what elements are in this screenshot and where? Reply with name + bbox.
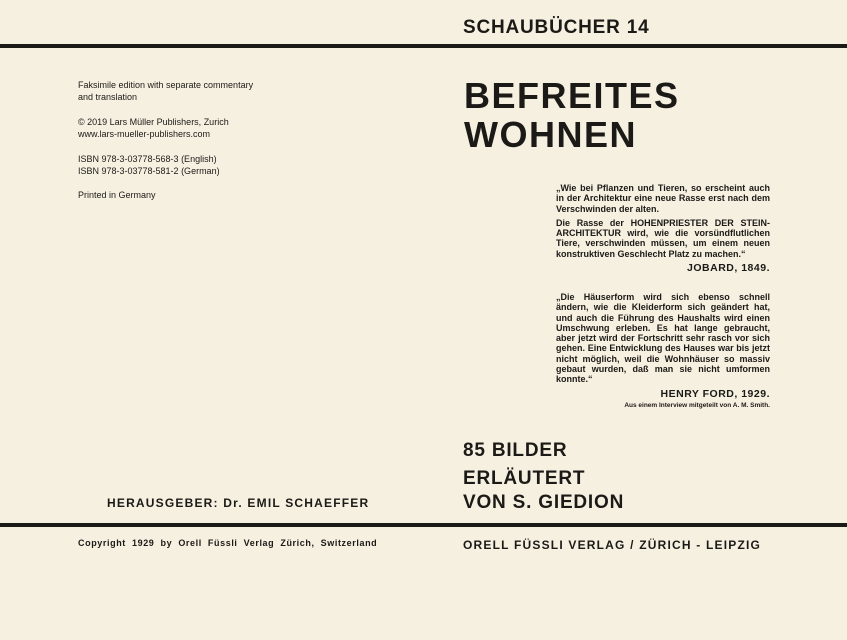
explained-by xyxy=(463,467,624,515)
imprint-line: ISBN 978-3-03778-568-3 (English) xyxy=(78,154,217,164)
imprint-publisher xyxy=(78,116,229,140)
editor-credit: HERAUSGEBER: Dr. EMIL SCHAEFFER xyxy=(107,496,370,510)
title-line-1: BEFREITES xyxy=(464,75,680,116)
quote-paragraph: Die Rasse der HOHENPRIESTER DER STEIN-ARCHITEKTUR wird, wie die vorsündflutlichen Tiere, verschwinden müssen, um einem neuen konstruktiven Geschlecht Platz zu machen.“ xyxy=(556,217,770,259)
top-rule xyxy=(0,44,847,48)
imprint-note xyxy=(78,79,253,103)
series-title: SCHAUBÜCHER 14 xyxy=(463,17,650,38)
publisher-imprint: ORELL FÜSSLI VERLAG / ZÜRICH - LEIPZIG xyxy=(463,538,762,552)
quote-jobard xyxy=(556,183,770,273)
title-line-2: WOHNEN xyxy=(464,114,637,155)
imprint-isbn xyxy=(78,153,220,177)
bottom-rule xyxy=(0,523,847,527)
quote-author: JOBARD, 1849. xyxy=(687,262,770,275)
quote-paragraph: „Die Häuserform wird sich ebenso schnell ändern, wie die Kleiderform sich geändert hat, und auch die Führung des Haushalts wird einen Umschwung erleben. Es hat lange gebraucht, aber jetzt wird der Fortschritt sehr rasch vor sich gehen. Eine Entwicklung des Hauses war bis jetzt nicht möglich, weil die Wohnhäuser so massiv gebaut wurden, daß man sie nicht umformen konnte.“ xyxy=(556,292,770,385)
explained-line-1: ERLÄUTERT xyxy=(463,468,586,489)
imprint-printed xyxy=(78,189,156,201)
imprint-line: ISBN 978-3-03778-581-2 (German) xyxy=(78,166,220,176)
images-count: 85 BILDER xyxy=(463,440,568,461)
imprint-line: and translation xyxy=(78,92,138,102)
imprint-line: Faksimile edition with separate commentary xyxy=(78,80,254,90)
imprint-line: Printed in Germany xyxy=(78,190,156,200)
quote-source: Aus einem Interview mitgeteilt von A. M. Smith. xyxy=(624,401,770,409)
quote-author: HENRY FORD, 1929. xyxy=(660,387,770,400)
imprint-line: www.lars-mueller-publishers.com xyxy=(78,129,211,139)
imprint-line: © 2019 Lars Müller Publishers, Zurich xyxy=(78,117,229,127)
quote-paragraph: „Wie bei Pflanzen und Tieren, so erscheint auch in der Architektur eine neue Rasse erst nach dem Verschwinden der alten. xyxy=(556,183,770,214)
quote-ford xyxy=(556,292,770,411)
explained-line-2: VON S. GIEDION xyxy=(463,492,625,513)
book-title xyxy=(464,76,680,154)
copyright-notice: Copyright 1929 by Orell Füssli Verlag Zürich, Switzerland xyxy=(78,538,378,548)
